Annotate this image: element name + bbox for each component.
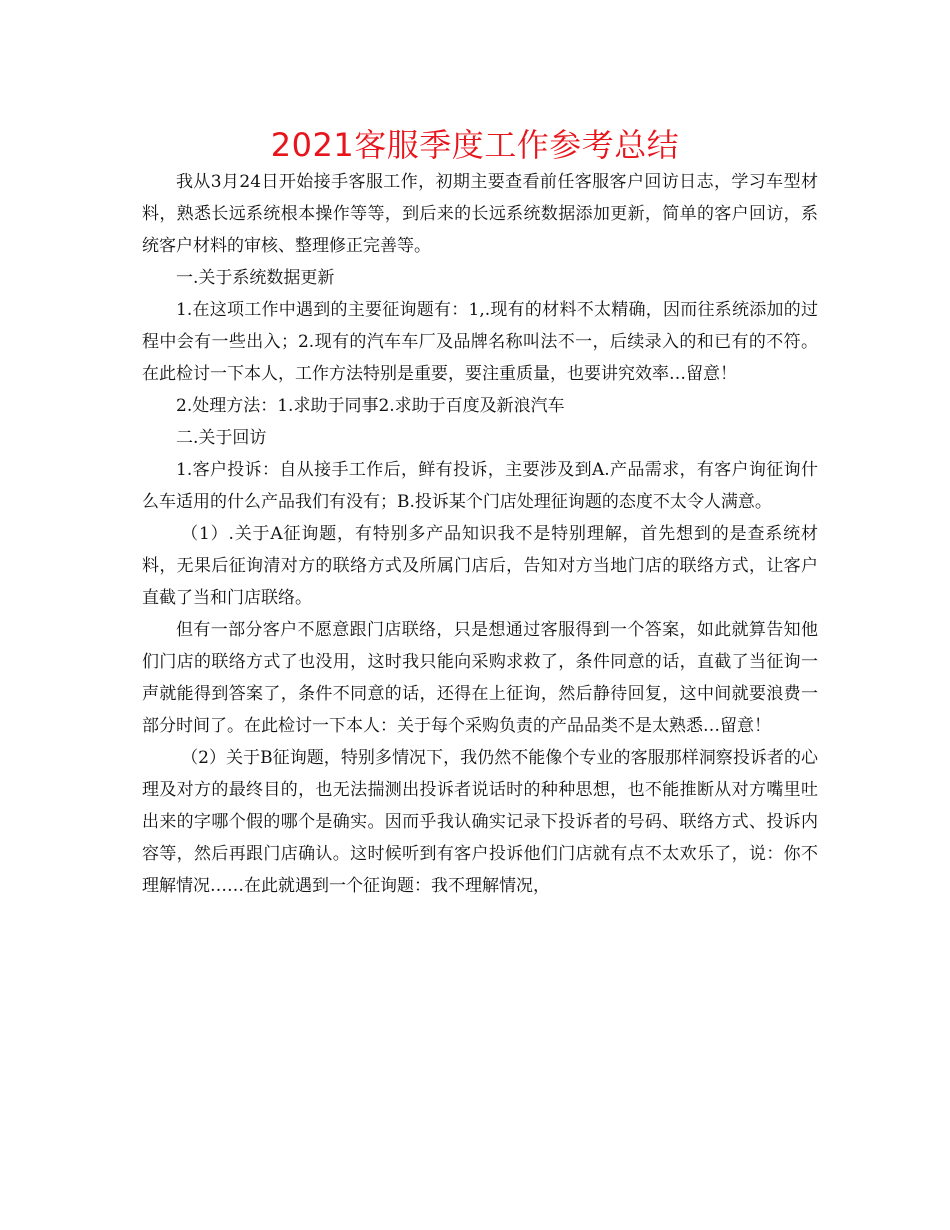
paragraph-data-issues: 1.在这项工作中遇到的主要征询题有：1,.现有的材料不太精确，因而往系统添加的过程中会有一些出入；2.现有的汽车车厂及品牌名称叫法不一，后续录入的和已有的不符。在此检讨一下本人，工作方法特别是重要，要注重质量，也要讲究效率…留意！ bbox=[142, 300, 818, 384]
document-body bbox=[142, 166, 818, 902]
paragraph-issue-a: （1）.关于A征询题，有特别多产品知识我不是特别理解，首先想到的是查系统材料，无果后征询清对方的联络方式及所属门店后，告知对方当地门店的联络方式，让客户直截了当和门店联络。 bbox=[142, 524, 818, 608]
paragraph-complaints: 1.客户投诉：自从接手工作后，鲜有投诉，主要涉及到A.产品需求，有客户询征询什么车适用的什么产品我们有没有；B.投诉某个门店处理征询题的态度不太令人满意。 bbox=[142, 460, 818, 512]
paragraph-intro: 我从3月24日开始接手客服工作，初期主要查看前任客服客户回访日志，学习车型材料，熟悉长远系统根本操作等等，到后来的长远系统数据添加更新，简单的客户回访，系统客户材料的审核、整理修正完善等。 bbox=[142, 172, 818, 256]
paragraph-solutions: 2.处理方法：1.求助于同事2.求助于百度及新浪汽车 bbox=[176, 396, 565, 416]
section-heading-callback: 二.关于回访 bbox=[176, 428, 267, 448]
paragraph-issue-b: （2）关于B征询题，特别多情况下，我仍然不能像个专业的客服那样洞察投诉者的心理及对方的最终目的，也无法揣测出投诉者说话时的种种思想，也不能推断从对方嘴里吐出来的字哪个假的哪个是确实。因而乎我认确实记录下投诉者的号码、联络方式、投诉内容等，然后再跟门店确认。这时候听到有客户投诉他们门店就有点不太欢乐了，说：你不理解情况……在此就遇到一个征询题：我不理解情况， bbox=[142, 748, 818, 896]
document-title: 2021客服季度工作参考总结 bbox=[270, 126, 680, 164]
section-heading-data-update: 一.关于系统数据更新 bbox=[176, 268, 335, 288]
paragraph-issue-a-continued: 但有一部分客户不愿意跟门店联络，只是想通过客服得到一个答案，如此就算告知他们门店的联络方式了也没用，这时我只能向采购求救了，条件同意的话，直截了当征询一声就能得到答案了，条件不同意的话，还得在上征询，然后静待回复，这中间就要浪费一部分时间了。在此检讨一下本人：关于每个采购负责的产品品类不是太熟悉…留意！ bbox=[142, 620, 818, 736]
